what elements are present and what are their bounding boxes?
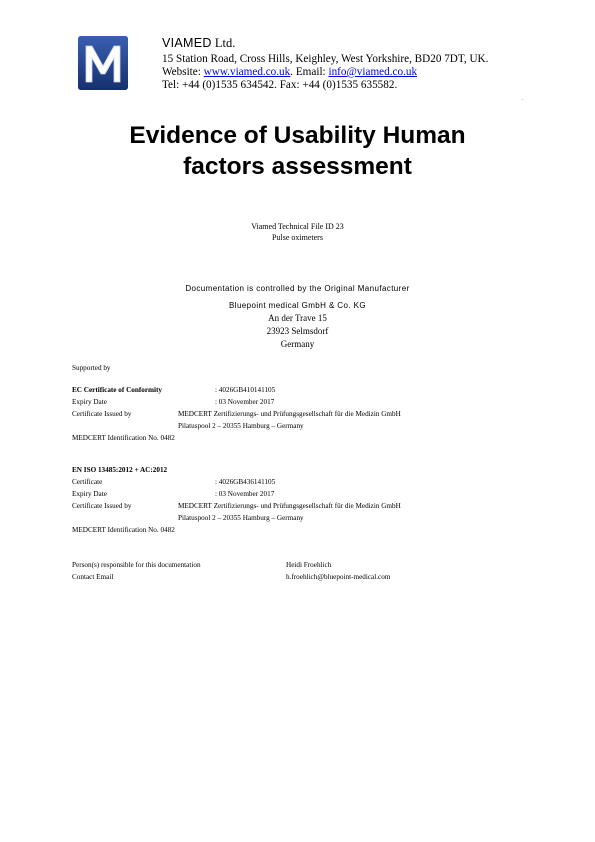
contact-email-value: h.froehlich@bluepoint-medical.com [286, 573, 391, 581]
iso-issued-label: Certificate Issued by [72, 502, 132, 510]
header-dot: . [522, 96, 524, 102]
document-title [0, 120, 595, 182]
logo-m-icon [78, 36, 128, 90]
company-suffix: Ltd. [211, 36, 236, 50]
iso-issuer: MEDCERT Zertifizierungs- und Prüfungsgesellschaft für die Medizin GmbH [178, 502, 401, 510]
company-contact-line: Website: www.viamed.co.uk. Email: info@viamed.co.uk [162, 66, 418, 78]
company-address: 15 Station Road, Cross Hills, Keighley, West Yorkshire, BD20 7DT, UK. [162, 53, 489, 65]
title-line-2: factors assessment [183, 153, 412, 180]
ec-cert-number: : 4026GB410141105 [215, 386, 276, 394]
title-line-1: Evidence of Usability Human [129, 122, 466, 149]
responsible-name: Heidi Froehlich [286, 561, 332, 569]
company-name [162, 36, 235, 51]
responsible-label: Person(s) responsible for this documentation [72, 561, 201, 569]
ec-identification: MEDCERT Identification No. 0482 [72, 434, 175, 442]
supported-by-label: Supported by [72, 364, 111, 372]
iso-expiry-label: Expiry Date [72, 490, 107, 498]
iso-cert-label: Certificate [72, 478, 103, 486]
iso-identification: MEDCERT Identification No. 0482 [72, 526, 175, 534]
manufacturer-country: Germany [280, 339, 315, 349]
ec-cert-heading: EC Certificate of Conformity [72, 386, 163, 394]
iso-cert-heading: EN ISO 13485:2012 + AC:2012 [72, 466, 168, 474]
ec-expiry-value: : 03 November 2017 [215, 398, 275, 406]
manufacturer-street: An der Trave 15 [268, 313, 327, 323]
iso-issuer-address: Pilatuspool 2 – 20355 Hamburg – Germany [178, 514, 304, 522]
manufacturer-city: 23923 Selmsdorf [266, 326, 329, 336]
company-phone-fax: Tel: +44 (0)1535 634542. Fax: +44 (0)1535 635582. [162, 79, 398, 91]
ec-expiry-label: Expiry Date [72, 398, 107, 406]
website-link[interactable]: www.viamed.co.uk [203, 66, 291, 78]
viamed-logo [78, 36, 128, 90]
email-link[interactable]: info@viamed.co.uk [328, 66, 418, 78]
controlled-by-statement: Documentation is controlled by the Original Manufacturer [185, 284, 410, 293]
company-brand: VIAMED [162, 36, 212, 50]
manufacturer-name: Bluepoint medical GmbH & Co. KG [229, 301, 366, 310]
iso-expiry-value: : 03 November 2017 [215, 490, 275, 498]
iso-cert-number: : 4026GB436141105 [215, 478, 276, 486]
ec-issuer: MEDCERT Zertifizierungs- und Prüfungsgesellschaft für die Medizin GmbH [178, 410, 401, 418]
product-name: Pulse oximeters [272, 233, 323, 242]
ec-issuer-address: Pilatuspool 2 – 20355 Hamburg – Germany [178, 422, 304, 430]
website-label: Website: [162, 66, 204, 78]
ec-issued-label: Certificate Issued by [72, 410, 132, 418]
email-label: Email: [295, 66, 329, 78]
technical-file-id: Viamed Technical File ID 23 [251, 222, 344, 231]
contact-email-label: Contact Email [72, 573, 114, 581]
